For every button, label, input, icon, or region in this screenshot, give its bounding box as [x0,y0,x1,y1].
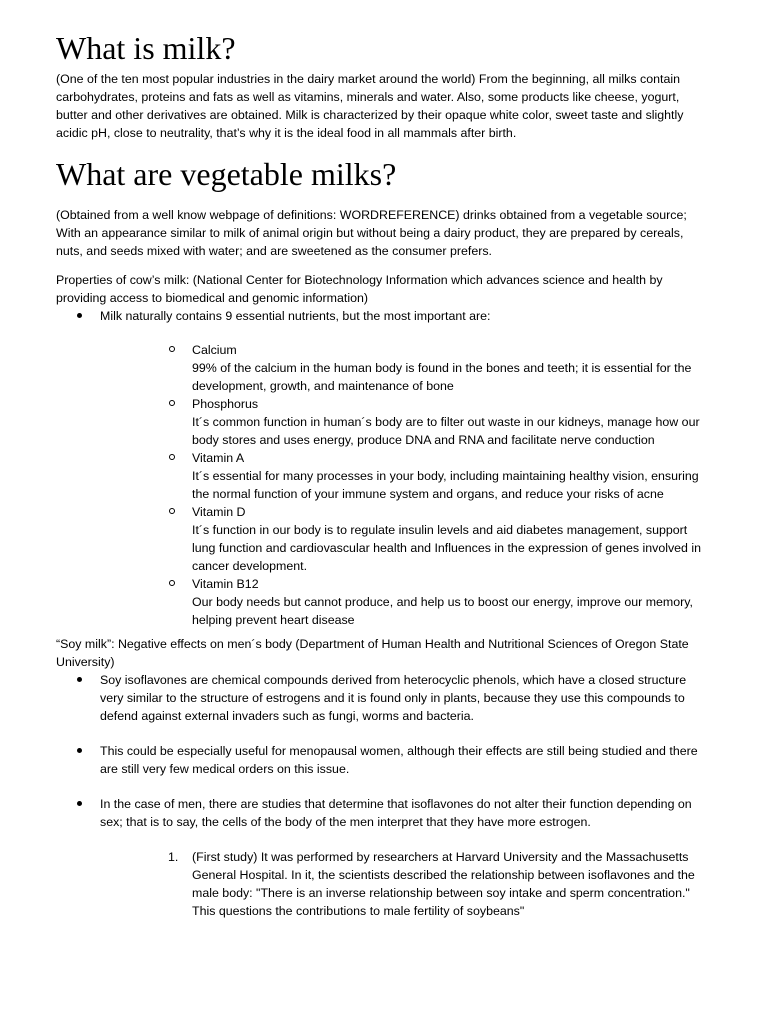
study-item [100,848,712,920]
nutrient-name: Phosphorus [192,397,259,411]
nutrient-description: 99% of the calcium in the human body is found in the bones and teeth; it is essential for the development, growth, and maintenance of bone [192,361,692,393]
study-text: (First study) It was performed by researchers at Harvard University and the Massachusetts General Hospital. In it, the scientists described the relationship between isoflavones and the male body: "There is an inverse relationship between soy intake and sperm concentration." This questions the contributions to male fertility of soybeans" [192,850,695,918]
nutrient-item-calcium [100,341,712,395]
milk-definition-paragraph: (One of the ten most popular industries in the dairy market around the world) From the beginning, all milks contain carbohydrates, proteins and fats as well as vitamins, minerals and water. Also, some products like cheese, yogurt, butter and other derivatives are obtained. Milk is characterized by their opaque white color, sweet taste and slightly acidic pH, close to neutrality, that’s why it is the ideal food in all mammals after birth. [56,72,684,140]
list-item [56,795,712,920]
nutrients-bullet-list [56,307,712,629]
nutrient-description: It´s common function in human´s body are to filter out waste in our kidneys, manage how our body stores and uses energy, produce DNA and RNA and facilitate nerve conduction [192,415,700,447]
list-item: Soy isoflavones are chemical compounds derived from heterocyclic phenols, which have a closed structure very similar to the structure of estrogens and it is found only in plants, because they use this compounds to defend against external invaders such as fungi, worms and bacteria. [56,671,712,725]
studies-numbered-list [100,848,712,920]
nutrient-item-phosphorus [100,395,712,449]
nutrient-item-vitamin-a [100,449,712,503]
soy-milk-heading: “Soy milk”: Negative effects on men´s body (Department of Human Health and Nutritional Sciences of Oregon State University) [56,637,689,669]
study-number: 1. [168,850,179,864]
vegetable-milk-paragraph: (Obtained from a well know webpage of definitions: WORDREFERENCE) drinks obtained from a vegetable source; With an appearance similar to milk of animal origin but without being a dairy product, they are prepared by cereals, nuts, and seeds mixed with water; and are sweetened as the consumer prefers. [56,208,687,258]
soy-bullet-list [56,671,712,920]
heading-vegetable-milks: What are vegetable milks? [56,156,397,192]
nutrient-item-vitamin-d [100,503,712,575]
heading-what-is-milk: What is milk? [56,30,236,66]
isoflavones-men-text: In the case of men, there are studies that determine that isoflavones do not alter their function depending on sex; that is to say, the cells of the body of the men interpret that they have more estrogen. [100,797,692,829]
nutrient-name: Vitamin A [192,451,245,465]
nutrient-item-vitamin-b12 [100,575,712,629]
nutrient-name: Calcium [192,343,237,357]
nutrient-list [100,341,712,629]
nutrient-description: It´s function in our body is to regulate insulin levels and aid diabetes management, support lung function and cardiovascular health and Influences in the expression of genes involved in cancer development. [192,523,702,573]
nutrient-description: Our body needs but cannot produce, and help us to boost our energy, improve our memory, helping prevent heart disease [192,595,693,627]
cows-milk-properties-paragraph: Properties of cow’s milk: (National Center for Biotechnology Information which advances science and health by providing access to biomedical and genomic information) [56,273,663,305]
list-item [56,307,712,629]
list-item: This could be especially useful for menopausal women, although their effects are still being studied and there are still very few medical orders on this issue. [56,742,712,778]
nutrient-description: It´s essential for many processes in your body, including maintaining healthy vision, ensuring the normal function of your immune system and organs, and reduce your risks of acne [192,469,699,501]
nutrient-name: Vitamin D [192,505,246,519]
nutrient-name: Vitamin B12 [192,577,259,591]
nutrients-intro: Milk naturally contains 9 essential nutrients, but the most important are: [100,309,491,323]
